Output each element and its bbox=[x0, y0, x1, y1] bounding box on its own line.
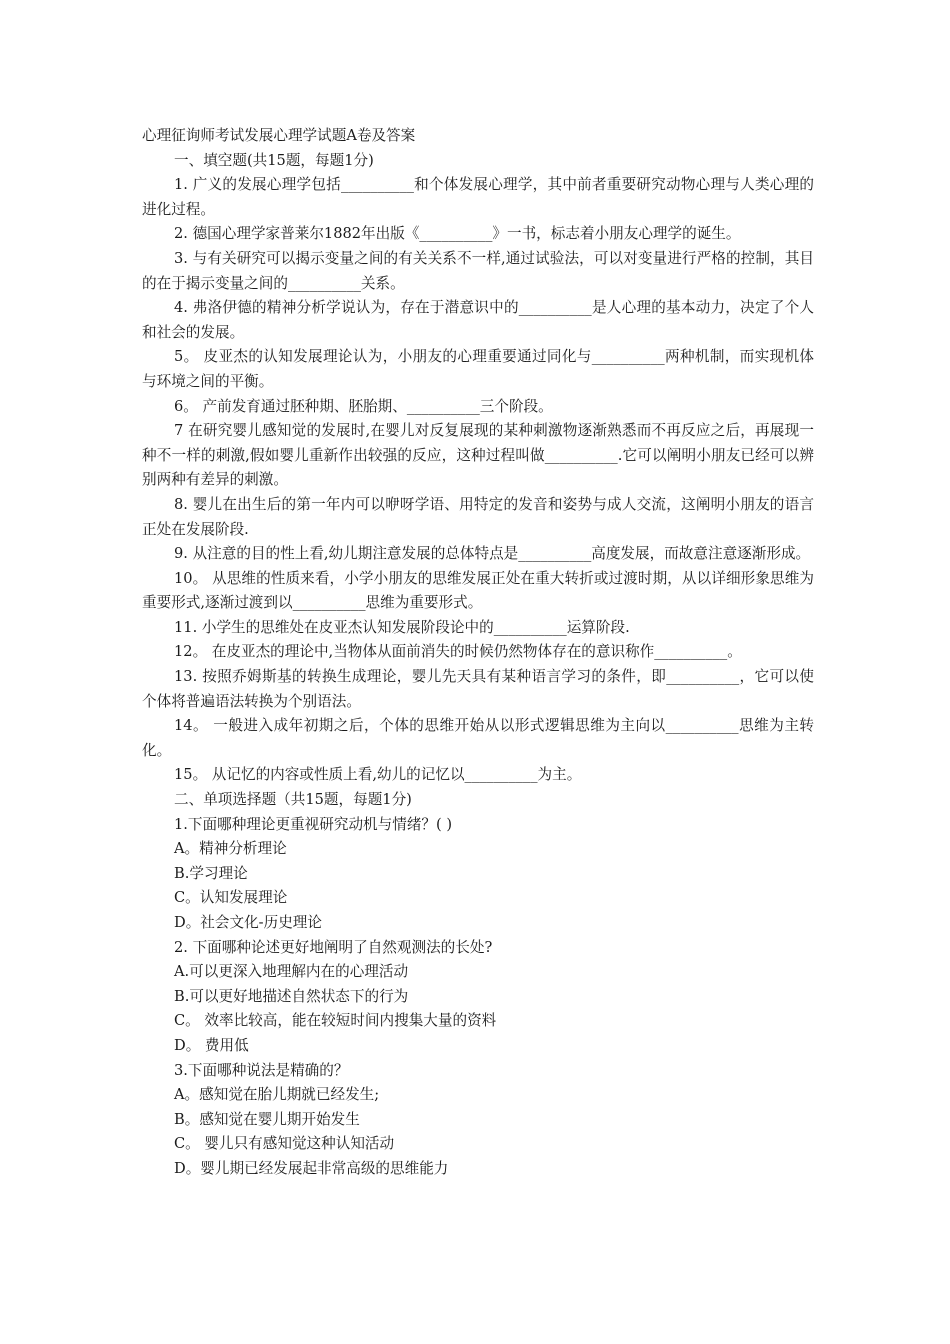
choice-option: B.学习理论 bbox=[174, 864, 248, 882]
fill-in-question: 8. 婴儿在出生后的第一年内可以咿呀学语、用特定的发音和姿势与成人交流，这阐明小朋友的语言正处在发展阶段. bbox=[142, 495, 814, 538]
choice-question-stem: 2. 下面哪种论述更好地阐明了自然观测法的长处? bbox=[174, 938, 493, 956]
section-heading-fill-in: 一、填空题(共15题，每题1分) bbox=[174, 151, 374, 169]
fill-in-question: 5。 皮亚杰的认知发展理论认为，小朋友的心理重要通过同化与__________两种机制，而实现机体与环境之间的平衡。 bbox=[142, 348, 814, 390]
fill-in-question: 11. 小学生的思维处在皮亚杰认知发展阶段论中的__________运算阶段. bbox=[174, 618, 630, 636]
fill-in-question: 2. 德国心理学家普莱尔1882年出版《__________》一书，标志着小朋友心理学的诞生。 bbox=[174, 225, 741, 243]
choice-option: C。 婴儿只有感知觉这种认知活动 bbox=[174, 1135, 395, 1153]
choice-option: B.可以更好地描述自然状态下的行为 bbox=[174, 987, 409, 1005]
choice-option: D。 费用低 bbox=[174, 1036, 249, 1054]
choice-option: A。精神分析理论 bbox=[174, 840, 287, 858]
fill-in-question: 15。 从记忆的内容或性质上看,幼儿的记忆以__________为主。 bbox=[174, 766, 582, 784]
fill-in-question: 13. 按照乔姆斯基的转换生成理论，婴儿先天具有某种语言学习的条件，即__________，它可以使个体将普遍语法转换为个别语法。 bbox=[142, 668, 814, 710]
choice-question-stem: 3.下面哪种说法是精确的？ bbox=[174, 1061, 349, 1079]
fill-in-question: 7 在研究婴儿感知觉的发展时,在婴儿对反复展现的某种刺激物逐渐熟悉而不再反应之后，再展现一种不一样的刺激,假如婴儿重新作出较强的反应，这种过程叫做__________.它可以阐明小朋友已经可以辨别两种有差异的刺激。 bbox=[142, 422, 814, 489]
fill-in-question: 3. 与有关研究可以揭示变量之间的有关关系不一样,通过试验法，可以对变量进行严格的控制，其目的在于揭示变量之间的__________关系。 bbox=[142, 249, 814, 292]
choice-option: C。认知发展理论 bbox=[174, 889, 288, 907]
fill-in-question: 6。 产前发育通过胚种期、胚胎期、__________三个阶段。 bbox=[174, 397, 553, 415]
choice-option: D。婴儿期已经发展起非常高级的思维能力 bbox=[174, 1159, 449, 1177]
fill-in-question: 4. 弗洛伊德的精神分析学说认为，存在于潜意识中的__________是人心理的基本动力，决定了个人和社会的发展。 bbox=[142, 299, 814, 341]
fill-in-question: 9. 从注意的目的性上看,幼儿期注意发展的总体特点是__________高度发展，而故意注意逐渐形成。 bbox=[174, 545, 811, 563]
section-heading-choice: 二、单项选择题（共15题，每题1分) bbox=[174, 791, 412, 809]
fill-in-question: 14。 一般进入成年初期之后，个体的思维开始从以形式逻辑思维为主向以__________思维为主转化。 bbox=[142, 717, 814, 759]
fill-in-question: 12。 在皮亚杰的理论中,当物体从面前消失的时候仍然物体存在的意识称作__________。 bbox=[174, 643, 742, 661]
document-title: 心理征询师考试发展心理学试题A卷及答案 bbox=[142, 127, 416, 144]
choice-option: A.可以更深入地理解内在的心理活动 bbox=[174, 963, 409, 981]
choice-option: A。感知觉在胎儿期就已经发生; bbox=[174, 1086, 380, 1104]
fill-in-question: 1. 广义的发展心理学包括__________和个体发展心理学，其中前者重要研究动物心理与人类心理的进化过程。 bbox=[142, 176, 814, 218]
choice-option: C。 效率比较高，能在较短时间内搜集大量的资料 bbox=[174, 1012, 497, 1030]
choice-option: B。感知觉在婴儿期开始发生 bbox=[174, 1110, 360, 1128]
document-body bbox=[142, 124, 814, 1182]
choice-option: D。社会文化-历史理论 bbox=[174, 914, 322, 931]
choice-question-stem: 1.下面哪种理论更重视研究动机与情绪？( ) bbox=[174, 815, 453, 833]
fill-in-question: 10。 从思维的性质来看，小学小朋友的思维发展正处在重大转折或过渡时期，从以详细形象思维为重要形式,逐渐过渡到以__________思维为重要形式。 bbox=[142, 569, 814, 612]
